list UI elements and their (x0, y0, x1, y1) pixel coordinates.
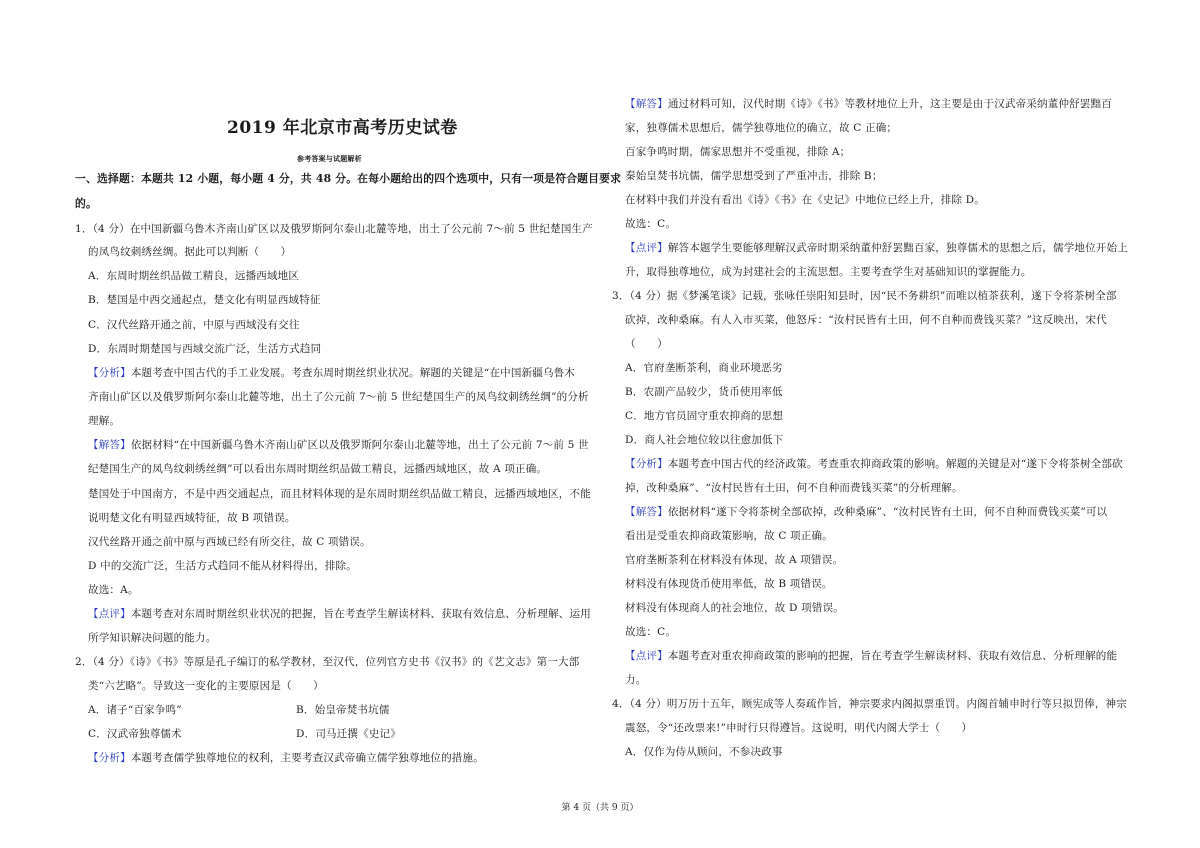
q3-option-b: B．农副产品较少，货币使用率低 (625, 386, 783, 398)
answer-tag: 【解答】 (88, 439, 131, 451)
q2-comment-line: 升，取得独尊地位，成为封建社会的主流思想。主要考查学生对基础知识的掌握能力。 (625, 266, 1032, 278)
q4-stem: 4．（4 分）明万历十五年，顾宪成等人奏疏作旨，神宗要求内阁拟票重罚。内阁首辅申时行等只拟罚俸，神宗 (612, 698, 1127, 710)
q2-answer-line: 百家争鸣时期，儒家思想并不受重视，排除 A； (625, 146, 851, 158)
q3-analysis-line: 掉，改种桑麻”、“汝村民皆有土田，何不自种而费钱买菜”的分析理解。 (625, 482, 963, 494)
q2-comment: 【点评】解答本题学生要能够理解汉武帝时期采纳董仲舒罢黜百家，独尊儒术的思想之后，儒学地位开始上 (625, 242, 1128, 254)
q1-answer: 【解答】依据材料“在中国新疆乌鲁木齐南山矿区以及俄罗斯阿尔泰山北麓等地，出土了公元前 7～前 5 世 (88, 439, 589, 451)
q3-comment-line: 力。 (625, 674, 647, 686)
answer-tag: 【解答】 (625, 98, 668, 110)
page-footer: 第 4 页（共 9 页） (561, 803, 639, 813)
q4-option-a: A．仅作为侍从顾问，不参决政事 (625, 746, 783, 758)
comment-tag: 【点评】 (625, 650, 668, 662)
q2-option-d: D．司马迁撰《史记》 (296, 728, 401, 740)
q1-comment-line: 所学知识解决问题的能力。 (88, 632, 217, 644)
comment-tag: 【点评】 (625, 242, 668, 254)
q3-option-c: C．地方官员固守重农抑商的思想 (625, 410, 784, 422)
q4-stem: 震怒，令“还改票来!”申时行只得遵旨。这说明，明代内阁大学士（ ） (625, 722, 973, 734)
q3-stem: 3．（4 分）据《梦溪笔谈》记载，张咏任崇阳知县时，因“民不务耕织”而唯以植茶获利，遂下令将茶树全部 (612, 290, 1117, 302)
q1-answer-line: 楚国处于中国南方，不是中西交通起点，而且材料体现的是东周时期丝织品做工精良，远播西域地区，不能 (88, 488, 591, 500)
q2-option-b: B．始皇帝焚书坑儒 (296, 704, 390, 716)
q3-answer-line: 看出是受重农抑商政策影响，故 C 项正确。 (625, 530, 833, 542)
q1-option-c: C．汉代丝路开通之前，中原与西域没有交往 (88, 319, 300, 331)
q3-stem: （ ） (625, 338, 668, 350)
q3-analysis: 【分析】本题考查中国古代的经济政策。考查重农抑商政策的影响。解题的关键是对“遂下令将茶树全部砍 (625, 458, 1123, 470)
q3-answer-line: 官府垄断茶利在材料没有体现，故 A 项错误。 (625, 554, 844, 566)
q1-answer-line: 说明楚文化有明显西域特征，故 B 项错误。 (88, 512, 296, 524)
q3-answer-line: 材料没有体现货币使用率低，故 B 项错误。 (625, 578, 833, 590)
q2-answer-line: 在材料中我们并没有看出《诗》《书》在《史记》中地位已经上升，排除 D。 (625, 194, 986, 206)
q1-option-d: D．东周时期楚国与西域交流广泛，生活方式趋同 (88, 343, 322, 355)
analysis-tag: 【分析】 (625, 458, 668, 470)
q2-option-c: C．汉武帝独尊儒术 (88, 728, 182, 740)
q2-option-a: A．诸子“百家争鸣” (88, 704, 182, 716)
q1-option-b: B．楚国是中西交通起点，楚文化有明显西域特征 (88, 294, 321, 306)
q1-answer-line: 纪楚国生产的凤鸟纹刺绣丝绸”可以看出东周时期丝织品做工精良，远播西域地区，故 A 项正确。 (88, 463, 548, 475)
analysis-tag: 【分析】 (88, 367, 131, 379)
q1-answer-line: 故选：A。 (88, 584, 139, 596)
q1-answer-line: D 中的交流广泛，生活方式趋同不能从材料得出，排除。 (88, 560, 357, 572)
q3-answer-line: 材料没有体现商人的社会地位，故 D 项错误。 (625, 602, 844, 614)
q2-answer-line: 秦始皇焚书坑儒，儒学思想受到了严重冲击，排除 B； (625, 170, 883, 182)
q1-option-a: A．东周时期丝织品做工精良，远播西域地区 (88, 270, 300, 282)
q1-stem: 1．（4 分）在中国新疆乌鲁木齐南山矿区以及俄罗斯阿尔泰山北麓等地，出土了公元前 7～前 5 世纪楚国生产 (75, 223, 593, 235)
analysis-tag: 【分析】 (88, 752, 131, 764)
q2-stem: 类“六艺略”。导致这一变化的主要原因是（ ） (88, 680, 324, 692)
q1-answer-line: 汉代丝路开通之前中原与西域已经有所交往，故 C 项错误。 (88, 536, 371, 548)
q1-analysis: 【分析】本题考查中国古代的手工业发展。考查东周时期丝织业状况。解题的关键是“在中国新疆乌鲁木 (88, 367, 576, 379)
q2-answer: 【解答】通过材料可知，汉代时期《诗》《书》等教材地位上升，这主要是由于汉武帝采纳董仲舒罢黜百 (625, 98, 1112, 110)
q3-answer-line: 故选：C。 (625, 626, 677, 638)
q2-stem: 2．（4 分）《诗》《书》等原是孔子编订的私学教材，至汉代，位列官方史书《汉书》的《艺文志》第一大部 (75, 656, 580, 668)
q2-answer-line: 故选：C。 (625, 218, 677, 230)
comment-tag: 【点评】 (88, 608, 131, 620)
q1-analysis-line: 齐南山矿区以及俄罗斯阿尔泰山北麓等地，出土了公元前 7～前 5 世纪楚国生产的凤鸟纹刺绣丝绸”的分析 (88, 391, 589, 403)
q2-analysis: 【分析】本题考查儒学独尊地位的权利，主要考查汉武帝确立儒学独尊地位的措施。 (88, 752, 484, 764)
section-heading: 一、选择题：本题共 12 小题，每小题 4 分，共 48 分。在每小题给出的四个选项中，只有一项是符合题目要求 (75, 172, 622, 185)
answer-tag: 【解答】 (625, 506, 668, 518)
q3-option-a: A．官府垄断茶利，商业环境恶劣 (625, 362, 783, 374)
q2-answer-line: 家，独尊儒术思想后，儒学独尊地位的确立，故 C 正确； (625, 122, 898, 134)
q1-analysis-line: 理解。 (88, 415, 121, 427)
q1-comment: 【点评】本题考查对东周时期丝织业状况的把握，旨在考查学生解读材料、获取有效信息、分析理解、运用 (88, 608, 591, 620)
section-heading-cont: 的。 (75, 197, 97, 210)
page-title: 2019 年北京市高考历史试卷 (227, 118, 458, 138)
q3-stem: 砍掉，改种桑麻。有人入市买菜，他怒斥：“汝村民皆有土田，何不自种而费钱买菜？”这反映出，宋代 (625, 314, 1107, 326)
q3-option-d: D．商人社会地位较以往愈加低下 (625, 434, 784, 446)
page-subtitle: 参考答案与试题解析 (297, 154, 362, 163)
q3-answer: 【解答】依据材料“遂下令将茶树全部砍掉，改种桑麻”、“汝村民皆有土田，何不自种而费钱买菜”可以 (625, 506, 1108, 518)
q3-comment: 【点评】本题考查对重农抑商政策的影响的把握，旨在考查学生解读材料、获取有效信息、分析理解的能 (625, 650, 1118, 662)
q1-stem: 的凤鸟纹刺绣丝绸。据此可以判断（ ） (88, 246, 292, 258)
